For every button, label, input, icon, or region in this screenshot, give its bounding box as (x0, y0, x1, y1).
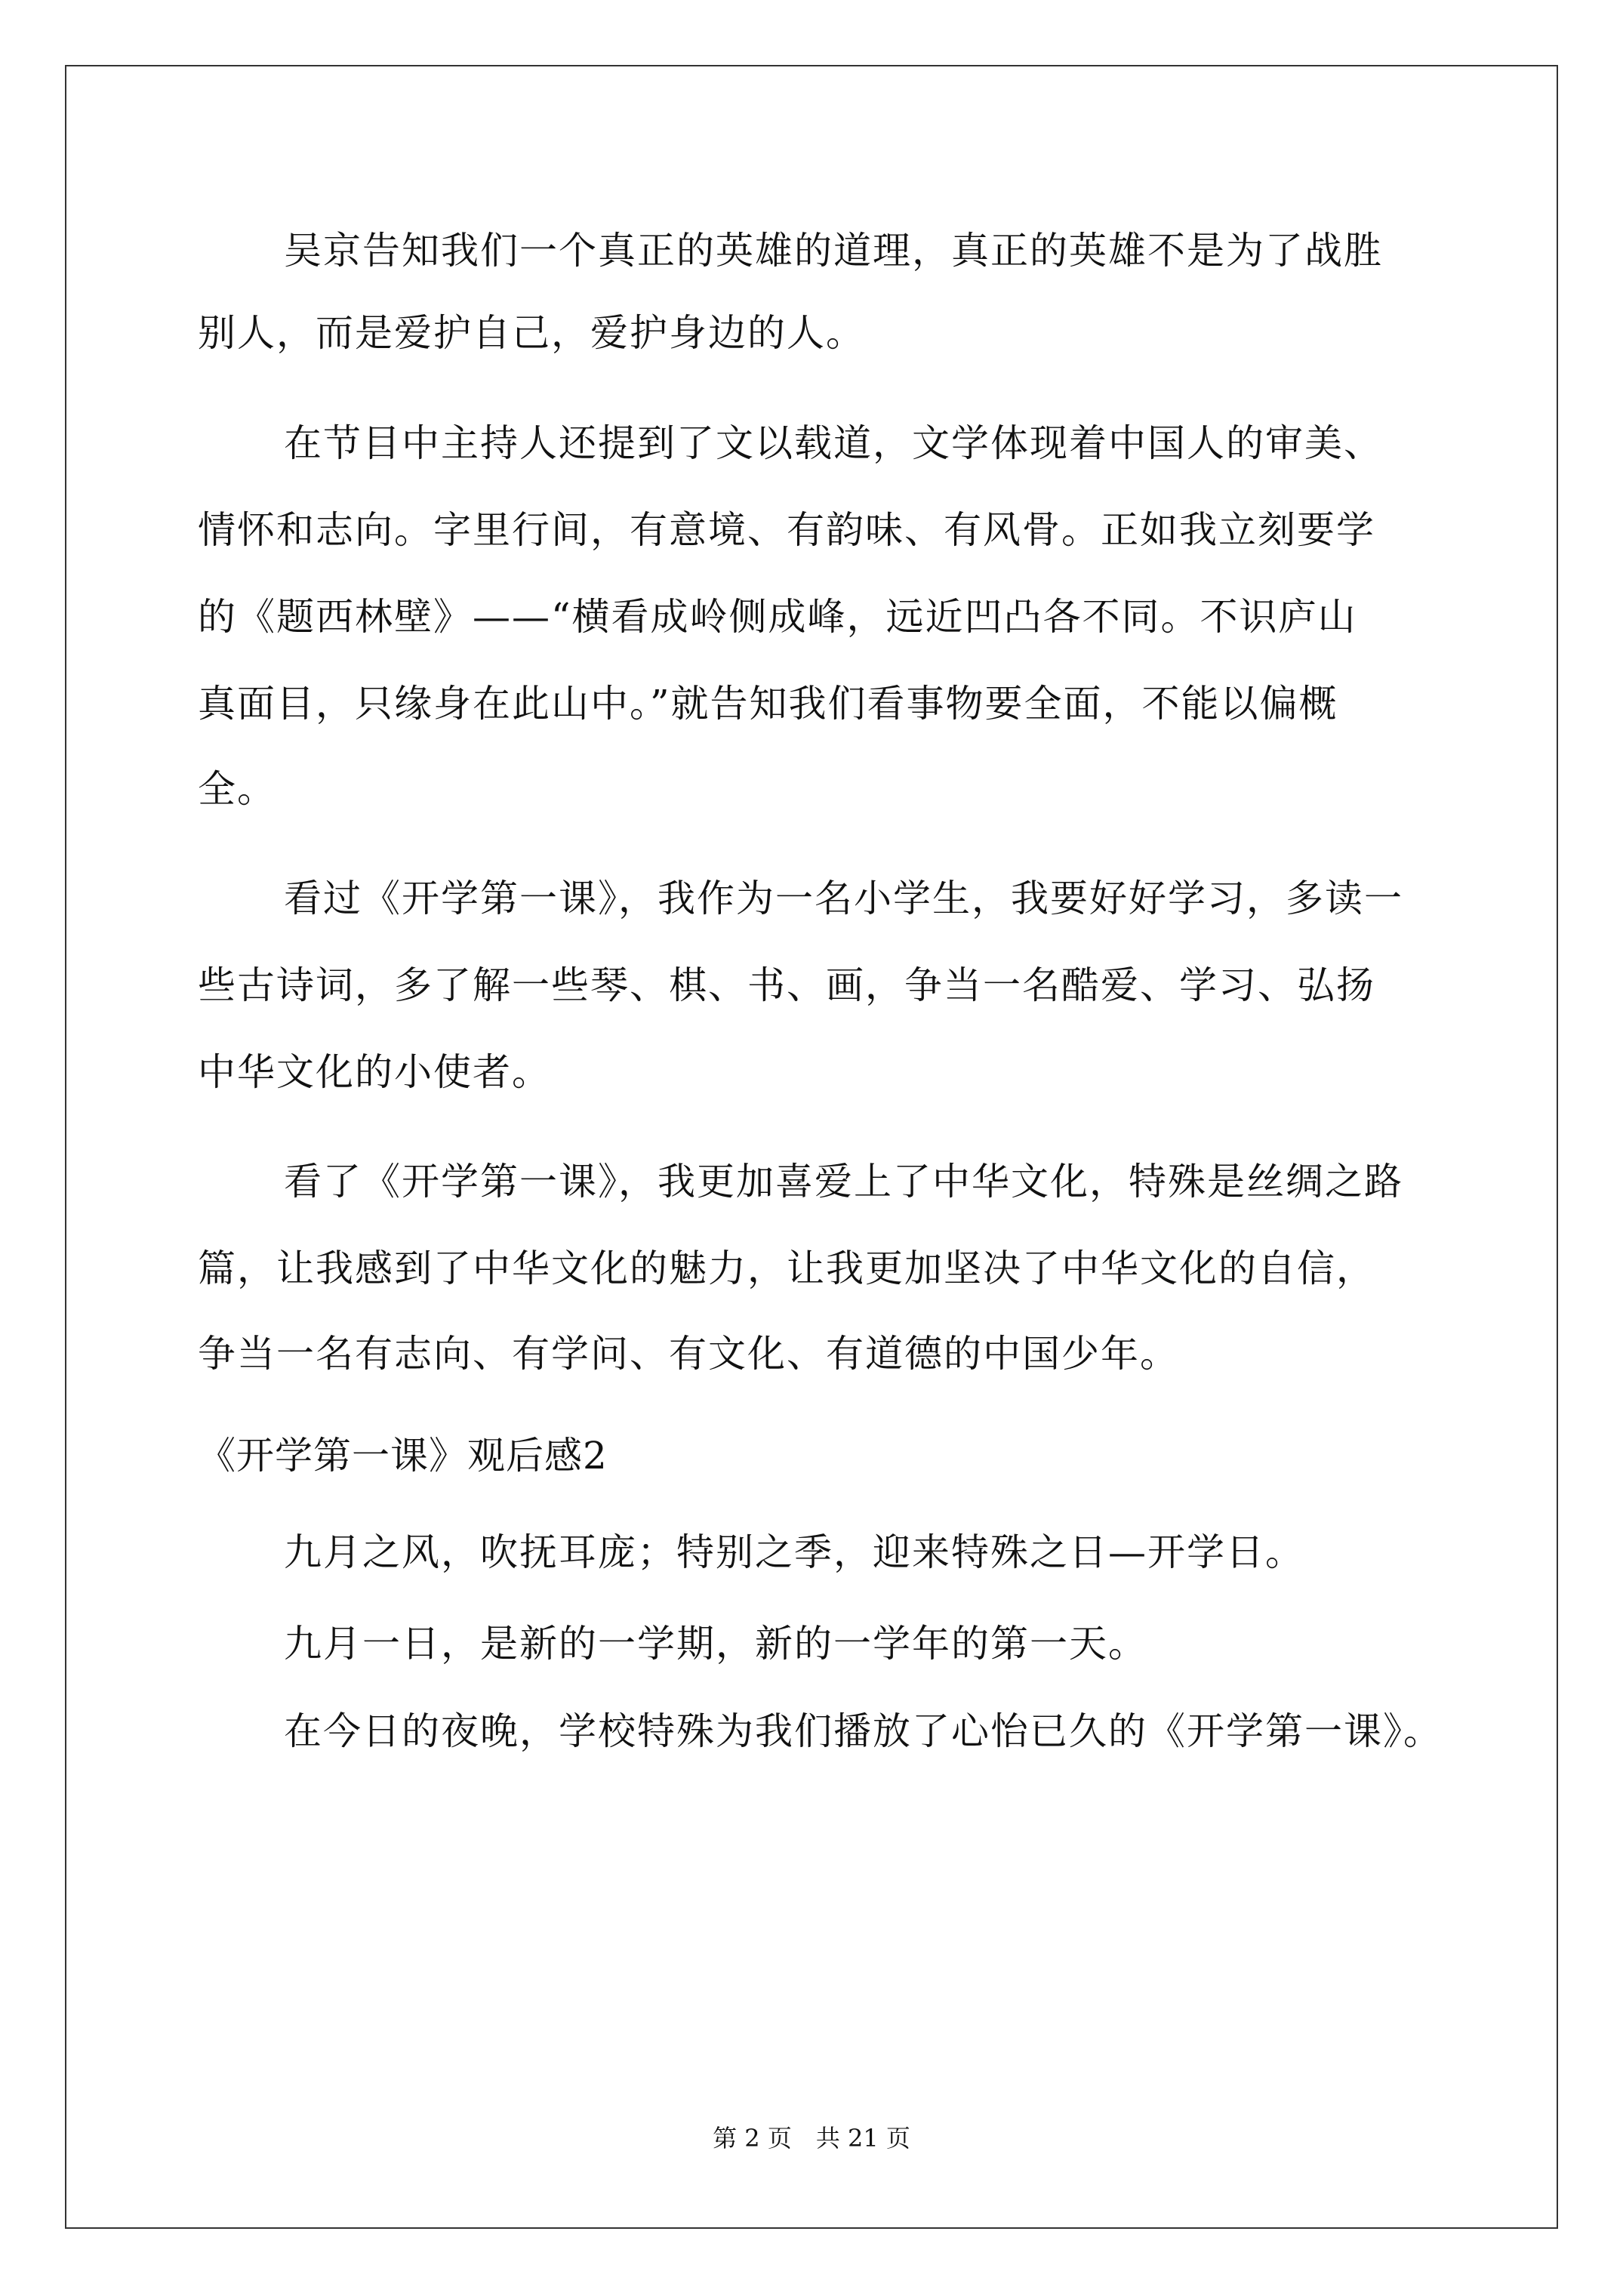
paragraph-line: 全。 (198, 767, 276, 811)
paragraph-line: 看了《开学第一课》，我更加喜爱上了中华文化，特殊是丝绸之路 (284, 1160, 1403, 1203)
page-frame (65, 65, 1558, 2229)
paragraph-line: 九月一日，是新的一学期，新的一学年的第一天。 (284, 1622, 1147, 1666)
paragraph-line: 在今日的夜晚，学校特殊为我们播放了心怡已久的《开学第一课》。 (284, 1709, 1443, 1753)
page-number: 第 2 页 共 21 页 (713, 2124, 910, 2153)
paragraph-line: 别人，而是爱护自己，爱护身边的人。 (198, 311, 865, 355)
paragraph-line: 的《题西林壁》——“横看成岭侧成峰，远近凹凸各不同。不识庐山 (198, 595, 1357, 639)
paragraph-line: 吴京告知我们一个真正的英雄的道理，真正的英雄不是为了战胜 (284, 229, 1383, 273)
section-heading: 《开学第一课》观后感2 (198, 1434, 608, 1478)
paragraph-line: 些古诗词，多了解一些琴、棋、书、画，争当一名酷爱、学习、弘扬 (198, 963, 1375, 1007)
paragraph-line: 真面目，只缘身在此山中。”就告知我们看事物要全面，不能以偏概 (198, 682, 1338, 726)
paragraph-line: 中华文化的小使者。 (198, 1050, 551, 1094)
paragraph-line: 在节目中主持人还提到了文以载道，文学体现着中国人的审美、 (284, 421, 1383, 465)
paragraph-line: 九月之风，吹抚耳庞；特别之季，迎来特殊之日—开学日。 (284, 1530, 1304, 1574)
paragraph-line: 篇，让我感到了中华文化的魅力，让我更加坚决了中华文化的自信， (198, 1247, 1375, 1290)
paragraph-line: 情怀和志向。字里行间，有意境、有韵味、有风骨。正如我立刻要学 (198, 508, 1375, 552)
paragraph-line: 争当一名有志向、有学问、有文化、有道德的中国少年。 (198, 1332, 1179, 1376)
paragraph-line: 看过《开学第一课》，我作为一名小学生，我要好好学习，多读一 (284, 877, 1403, 920)
